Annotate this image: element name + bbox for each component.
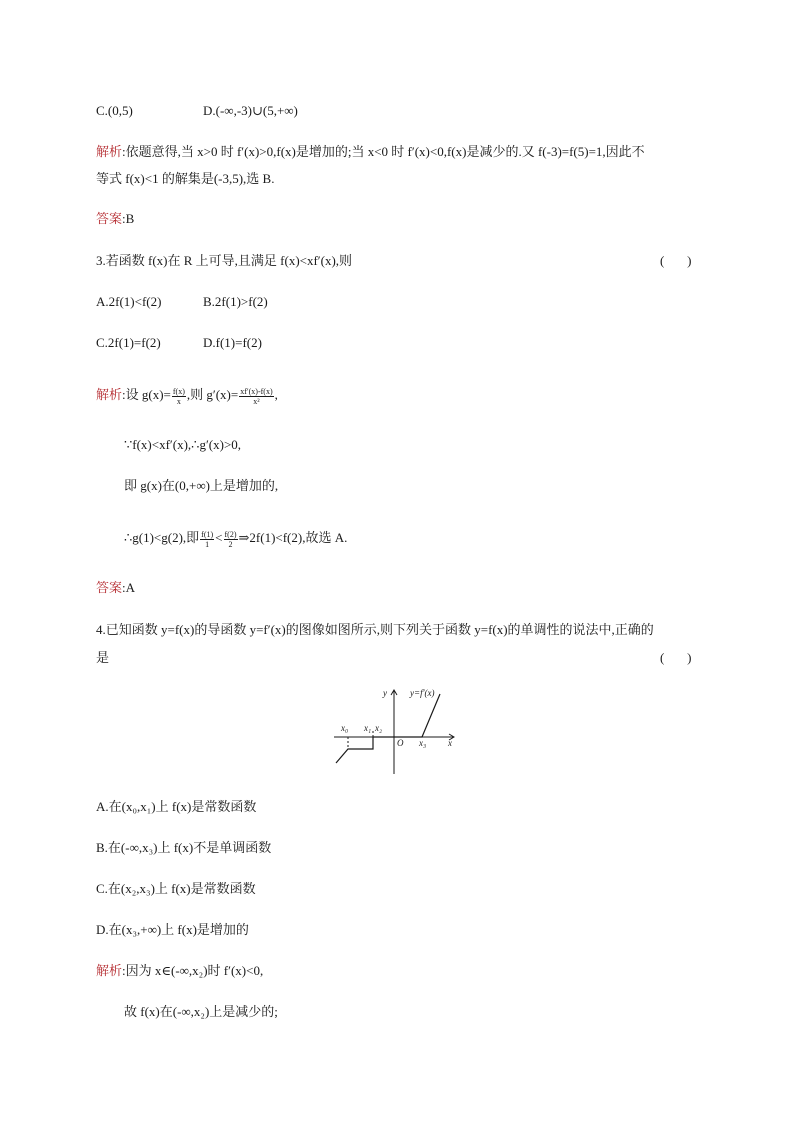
q4-option-b: B.在(-∞,x₃)上 f(x)不是单调函数 — [96, 840, 272, 855]
x1-label: x₁ — [364, 723, 372, 733]
x0-label: x₀ — [341, 723, 349, 733]
curve-label: y=f′(x) — [410, 688, 435, 698]
q4-solution-label: 解析 — [96, 963, 123, 978]
fraction-derivative: $\frac{xf'(x)-f(x)}{\text{x²}}$ — [240, 386, 273, 406]
fraction-f1-over-1: $\frac{f(1)}{1}$ — [201, 529, 214, 549]
derivative-graph-figure — [330, 686, 465, 778]
fraction-fx-over-x: $\frac{f(x)}{x}$ — [172, 386, 185, 406]
q3-answer: 答案:A — [96, 580, 136, 595]
q3-solution-line2: ∵f(x)<xf′(x),∴g′(x)>0, — [124, 437, 242, 452]
x3-label: x₃ — [419, 738, 427, 748]
q4-solution-line1: 解析:因为 x∈(-∞,x₂)时 f′(x)<0, — [96, 963, 264, 978]
q4-stem-line2: 是 — [96, 650, 110, 665]
q2-option-d: D.(-∞,-3)∪(5,+∞) — [203, 103, 298, 118]
q4-option-a: A.在(x₀,x₁)上 f(x)是常数函数 — [96, 799, 257, 814]
q4-option-c: C.在(x₂,x₃)上 f(x)是常数函数 — [96, 881, 256, 896]
fraction-f2-over-2: $\frac{f(2)}{2}$ — [224, 529, 237, 549]
q3-option-a: A.2f(1)<f(2) — [96, 294, 162, 309]
q2-answer: 答案:B — [96, 211, 135, 226]
q3-stem: 3.若函数 f(x)在 R 上可导,且满足 f(x)<xf′(x),则 — [96, 253, 353, 268]
q2-option-c: C.(0,5) — [96, 103, 133, 118]
q3-answer-label: 答案 — [96, 580, 123, 595]
q4-stem-line1: 4.已知函数 y=f(x)的导函数 y=f′(x)的图像如图所示,则下列关于函数 y=f(x)的单调性的说法中,正确的 — [96, 622, 654, 637]
q3-solution-line3: 即 g(x)在(0,+∞)上是增加的, — [124, 478, 279, 493]
q2-answer-label: 答案 — [96, 211, 123, 226]
q2-solution-line1: 解析:依题意得,当 x>0 时 f′(x)>0,f(x)是增加的;当 x<0 时 f′(x)<0,f(x)是减少的.又 f(-3)=f(5)=1,因此不 — [96, 144, 645, 159]
q3-solution-line4: ∴g(1)<g(2),即 $\frac{f(1)}{1}$ < $\frac{f(2)}{2}$ ⇒2f(1)<f(2),故选 A. — [124, 529, 348, 549]
q3-solution-label: 解析 — [96, 387, 123, 402]
q4-answer-bracket: ( ) — [660, 650, 692, 665]
q4-solution-line2: 故 f(x)在(-∞,x₂)上是减少的; — [124, 1004, 278, 1019]
origin-label: O — [397, 738, 404, 748]
q3-option-d: D.f(1)=f(2) — [203, 335, 262, 350]
q3-answer-bracket: ( ) — [660, 253, 692, 268]
y-axis-label: y — [383, 688, 387, 698]
q2-solution-label: 解析 — [96, 144, 123, 159]
q3-option-b: B.2f(1)>f(2) — [203, 294, 268, 309]
q3-option-c: C.2f(1)=f(2) — [96, 335, 161, 350]
q2-solution-line2: 等式 f(x)<1 的解集是(-3,5),选 B. — [96, 171, 275, 186]
q3-solution-line1: 解析:设 g(x)= $\frac{f(x)}{x}$ ,则 g′(x)= $\frac{xf'(x)-f(x)}{\text{x²}}$ , — [96, 386, 278, 406]
q4-option-d: D.在(x₃,+∞)上 f(x)是增加的 — [96, 922, 249, 937]
x-axis-label: x — [448, 738, 452, 748]
x2-label: x₂ — [375, 723, 383, 733]
derivative-curve — [336, 694, 440, 763]
